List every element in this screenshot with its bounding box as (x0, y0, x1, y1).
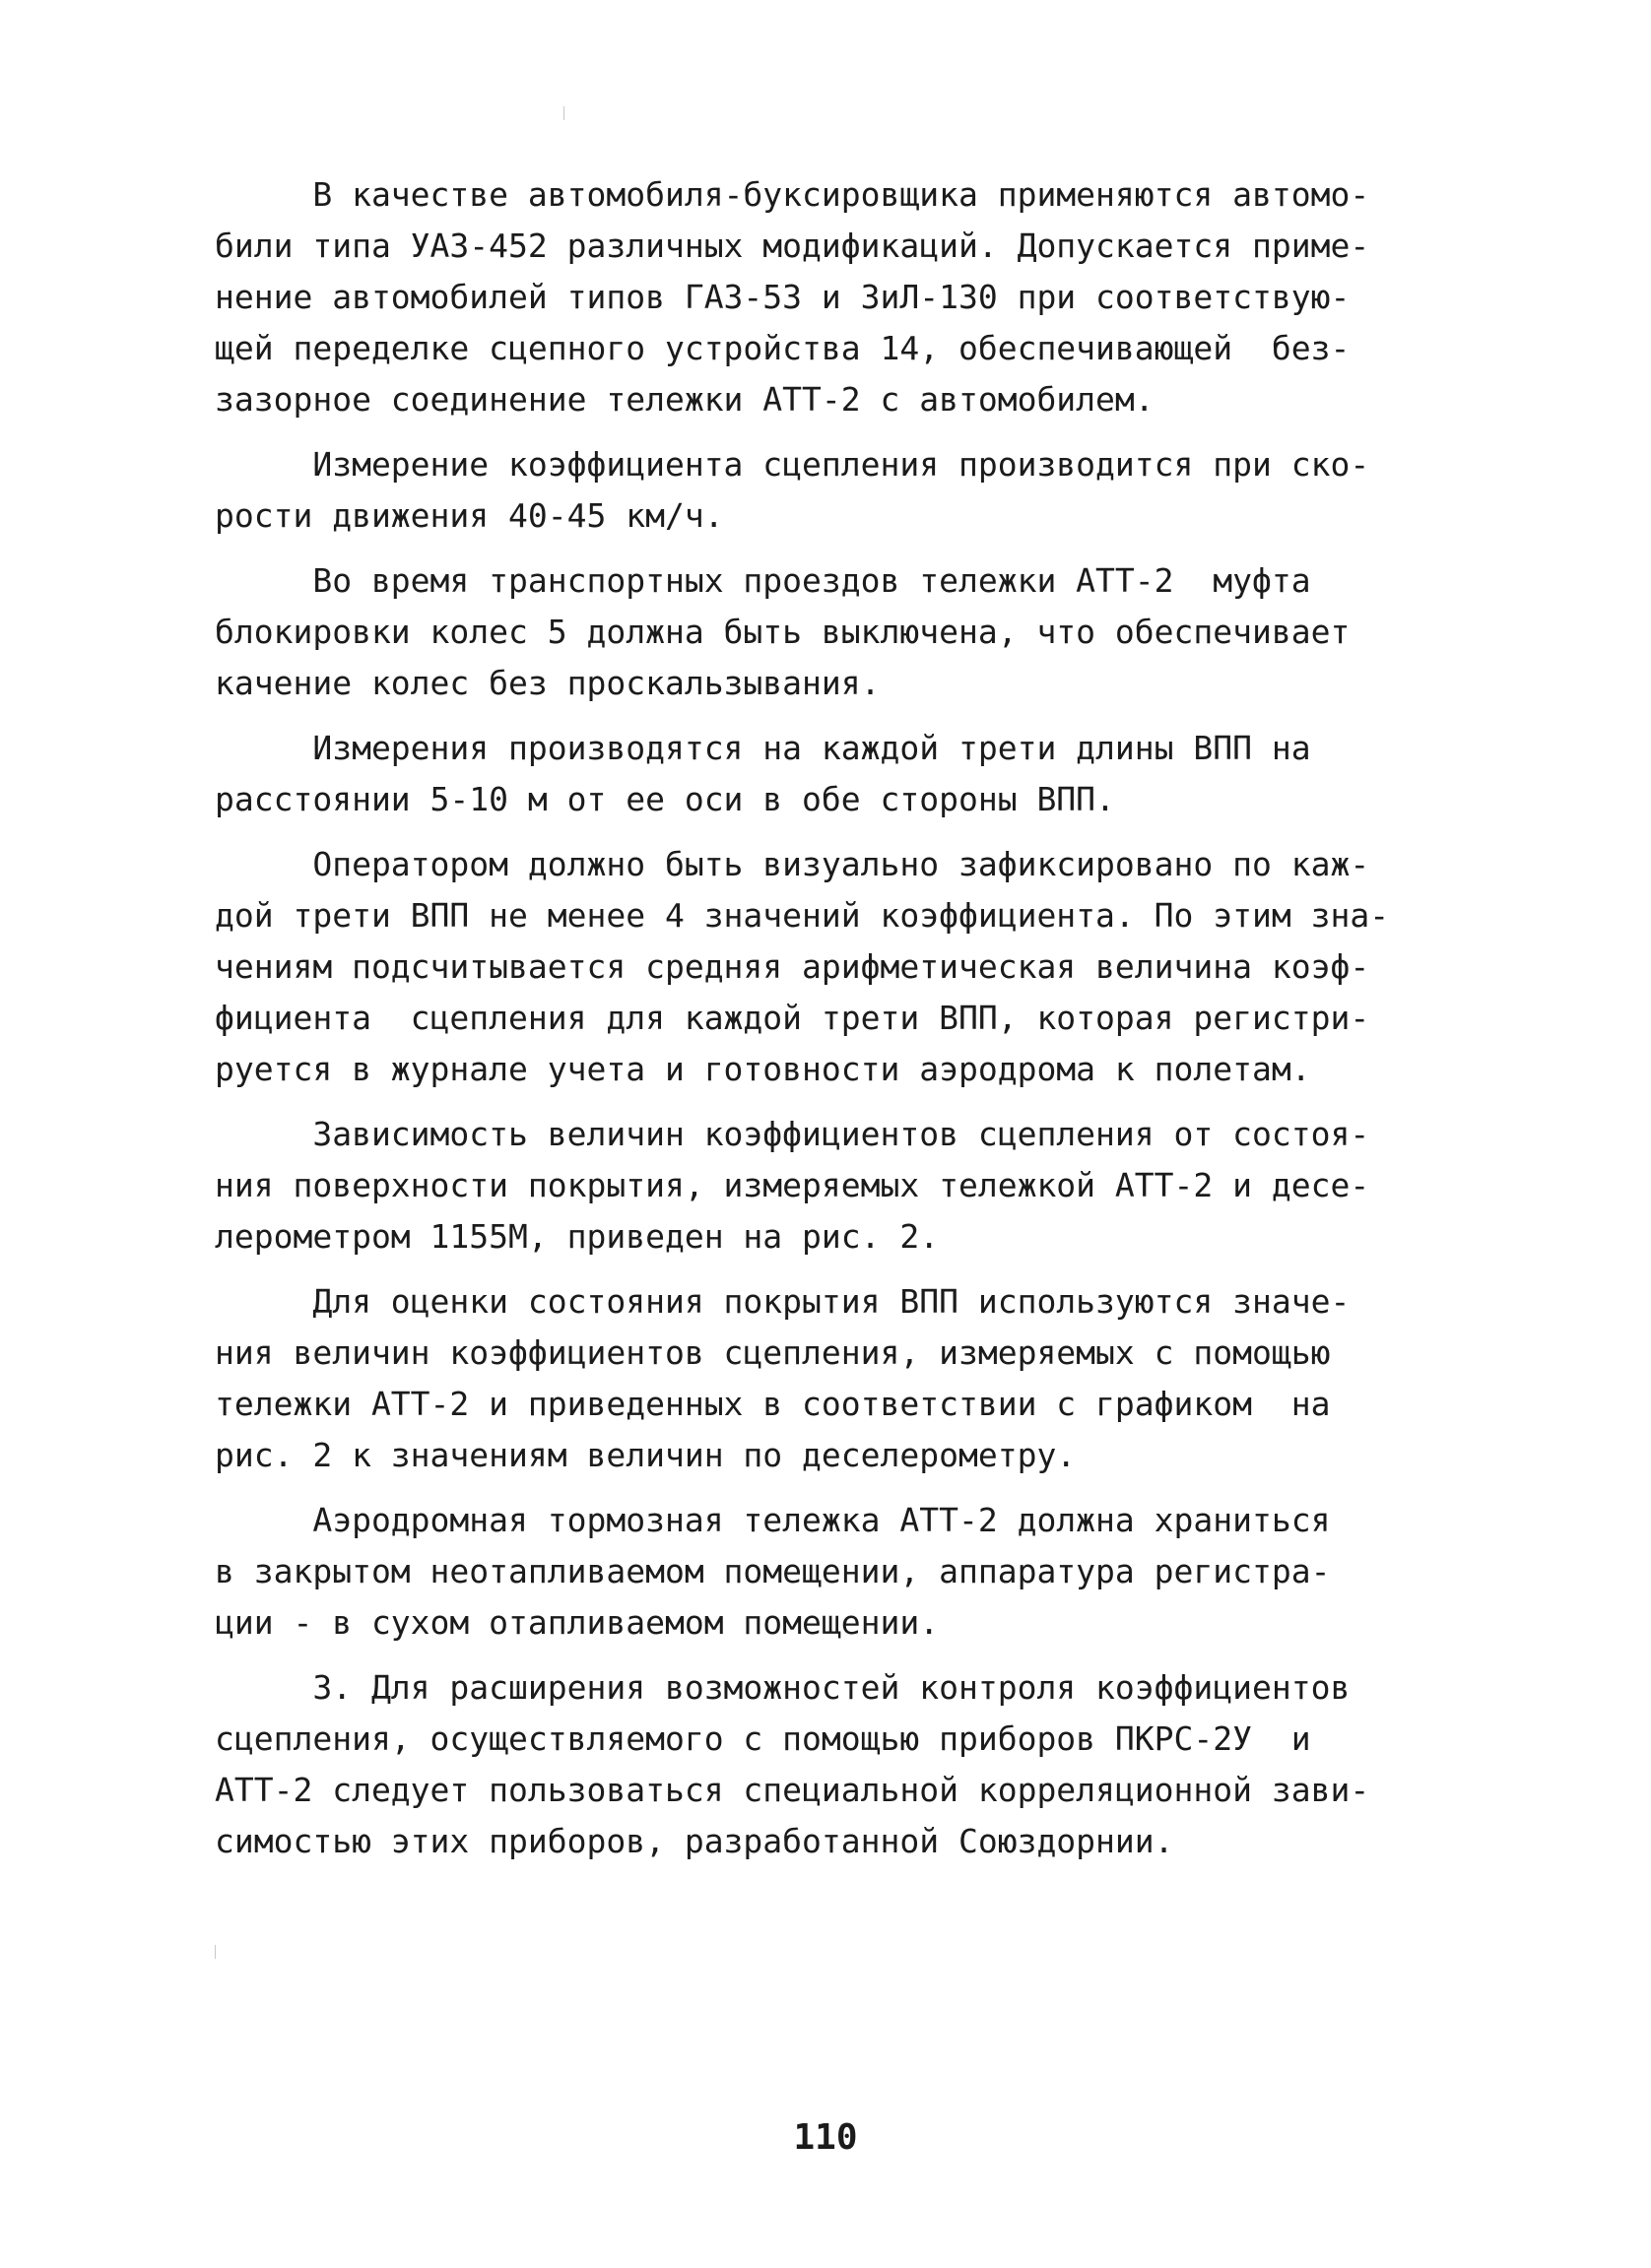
paragraph (215, 1109, 1456, 1263)
text-line: фициента сцепления для каждой трети ВПП, которая регистри- (215, 999, 1370, 1037)
text-line: Аэродромная тормозная тележка АТТ-2 должна храниться (215, 1501, 1331, 1539)
text-line: Зависимость величин коэффициентов сцепления от состоя- (215, 1115, 1370, 1153)
paragraph (215, 723, 1456, 825)
text-line: дой трети ВПП не менее 4 значений коэффициента. По этим зна- (215, 896, 1390, 935)
paragraph (215, 169, 1456, 425)
text-line: чениям подсчитывается средняя арифметическая величина коэф- (215, 947, 1370, 986)
text-line: руется в журнале учета и готовности аэродрома к полетам. (215, 1050, 1311, 1088)
paragraph (215, 839, 1456, 1095)
text-line: Во время транспортных проездов тележки АТТ-2 муфта (215, 561, 1311, 600)
text-line: зазорное соединение тележки АТТ-2 с автомобилем. (215, 380, 1155, 419)
text-line: щей переделке сцепного устройства 14, обеспечивающей без- (215, 329, 1351, 367)
page-number: 110 (793, 2117, 858, 2158)
text-line: Для оценки состояния покрытия ВПП используются значе- (215, 1282, 1351, 1321)
text-line: сцепления, осуществляемого с помощью приборов ПКРС-2У и (215, 1719, 1311, 1758)
text-line: Измерения производятся на каждой трети длины ВПП на (215, 729, 1311, 767)
text-line: лерометром 1155М, приведен на рис. 2. (215, 1217, 940, 1256)
text-line: Измерение коэффициента сцепления производится при ско- (215, 445, 1370, 484)
text-line: блокировки колес 5 должна быть выключена, что обеспечивает (215, 613, 1351, 651)
text-line: ния величин коэффициентов сцепления, измеряемых с помощью (215, 1333, 1331, 1372)
text-line: расстоянии 5-10 м от ее оси в обе стороны ВПП. (215, 780, 1115, 818)
body-text (215, 169, 1456, 1881)
paragraph (215, 1662, 1456, 1867)
text-line: симостью этих приборов, разработанной Союздорнии. (215, 1822, 1174, 1860)
text-line: качение колес без проскальзывания. (215, 664, 881, 702)
paragraph (215, 1276, 1456, 1481)
paragraph (215, 439, 1456, 542)
text-line: Оператором должно быть визуально зафиксировано по каж- (215, 845, 1370, 883)
text-line: рости движения 40-45 км/ч. (215, 496, 724, 535)
text-line: АТТ-2 следует пользоваться специальной корреляционной зави- (215, 1771, 1370, 1809)
text-line: в закрытом неотапливаемом помещении, аппаратура регистра- (215, 1552, 1331, 1590)
text-line: тележки АТТ-2 и приведенных в соответствии с графиком на (215, 1385, 1331, 1423)
scan-mark-top (563, 106, 564, 120)
text-line: ния поверхности покрытия, измеряемых тележкой АТТ-2 и десе- (215, 1166, 1370, 1204)
text-line: нение автомобилей типов ГАЗ-53 и ЗиЛ-130 при соответствую- (215, 278, 1351, 316)
text-line: рис. 2 к значениям величин по деселерометру. (215, 1436, 1077, 1474)
text-line: ции - в сухом отапливаемом помещении. (215, 1603, 940, 1642)
scan-mark-bottom (215, 1945, 216, 1959)
text-line: 3. Для расширения возможностей контроля коэффициентов (215, 1668, 1351, 1707)
paragraph (215, 555, 1456, 709)
paragraph (215, 1495, 1456, 1649)
text-line: В качестве автомобиля-буксировщика применяются автомо- (215, 175, 1370, 214)
text-line: били типа УАЗ-452 различных модификаций. Допускается приме- (215, 227, 1370, 265)
